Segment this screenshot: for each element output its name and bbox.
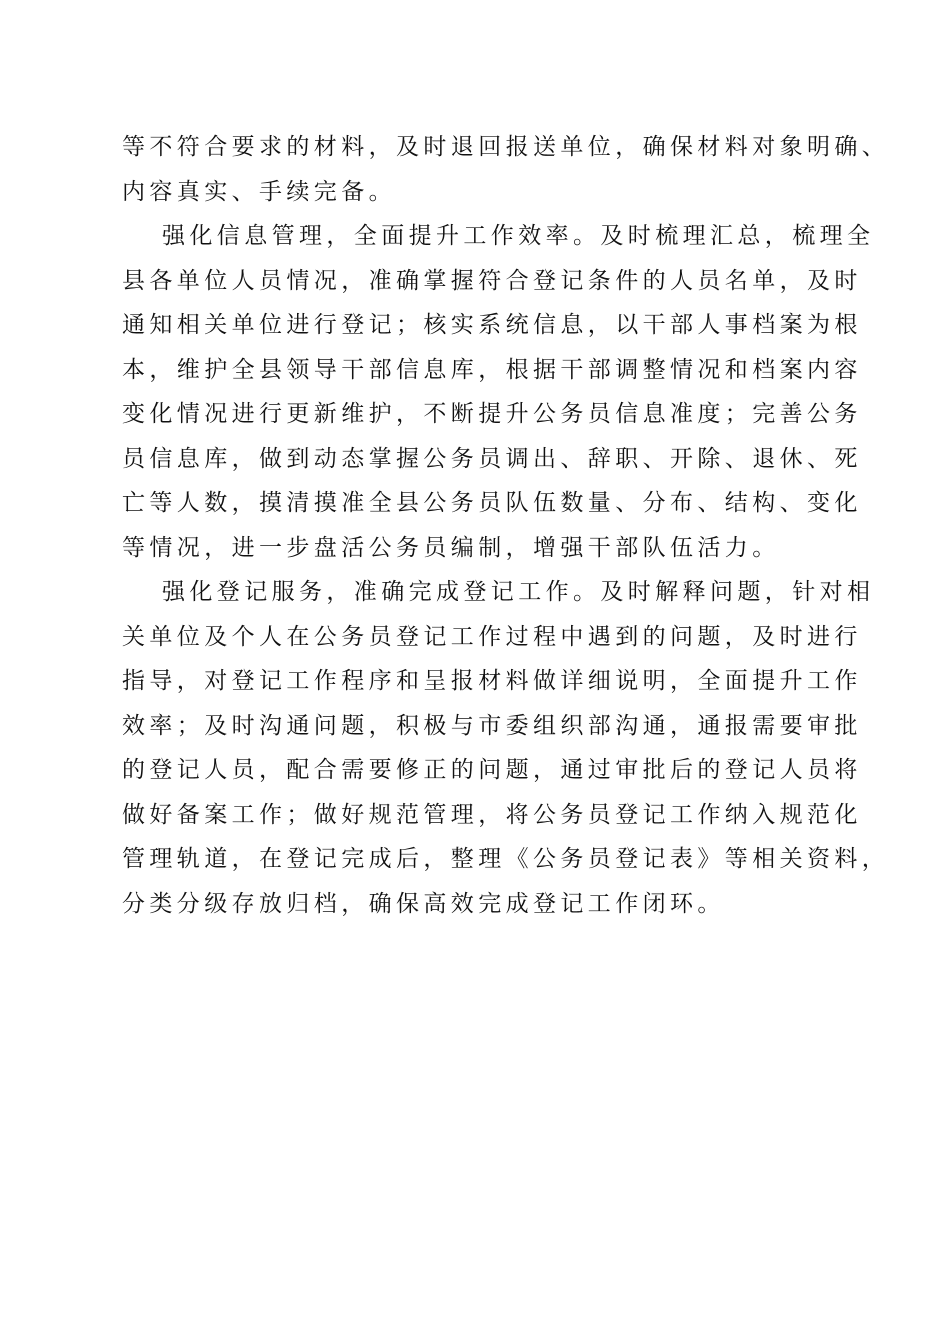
text-line: 关单位及个人在公务员登记工作过程中遇到的问题，及时进行: [122, 623, 862, 650]
text-line: 的登记人员，配合需要修正的问题，通过审批后的登记人员将: [122, 757, 862, 783]
text-line: 本，维护全县领导干部信息库，根据干部调整情况和档案内容: [122, 356, 862, 383]
text-line: 等情况，进一步盘活公务员编制，增强干部队伍活力。: [122, 534, 780, 561]
paragraph-start-line: 强化信息管理，全面提升工作效率。及时梳理汇总，梳理全: [162, 223, 875, 249]
paragraph-start-line: 强化登记服务，准确完成登记工作。及时解释问题，针对相: [162, 579, 875, 605]
text-line: 管理轨道，在登记完成后，整理《公务员登记表》等相关资料，: [122, 846, 890, 872]
text-line: 效率；及时沟通问题，积极与市委组织部沟通，通报需要审批: [122, 712, 862, 739]
text-line: 等不符合要求的材料，及时退回报送单位，确保材料对象明确、: [122, 134, 890, 160]
text-line: 员信息库，做到动态掌握公务员调出、辞职、开除、退休、死: [122, 445, 862, 472]
text-line: 亡等人数，摸清摸准全县公务员队伍数量、分布、结构、变化: [122, 490, 862, 516]
text-line: 分类分级存放归档，确保高效完成登记工作闭环。: [122, 890, 725, 917]
text-line: 内容真实、手续完备。: [122, 178, 396, 205]
text-line: 指导，对登记工作程序和呈报材料做详细说明，全面提升工作: [122, 668, 862, 694]
text-line: 做好备案工作；做好规范管理，将公务员登记工作纳入规范化: [122, 801, 862, 828]
document-body: [122, 125, 890, 926]
text-line: 通知相关单位进行登记；核实系统信息，以干部人事档案为根: [122, 312, 862, 338]
text-line: 县各单位人员情况，准确掌握符合登记条件的人员名单，及时: [122, 267, 862, 294]
text-line: 变化情况进行更新维护，不断提升公务员信息准度；完善公务: [122, 401, 862, 427]
